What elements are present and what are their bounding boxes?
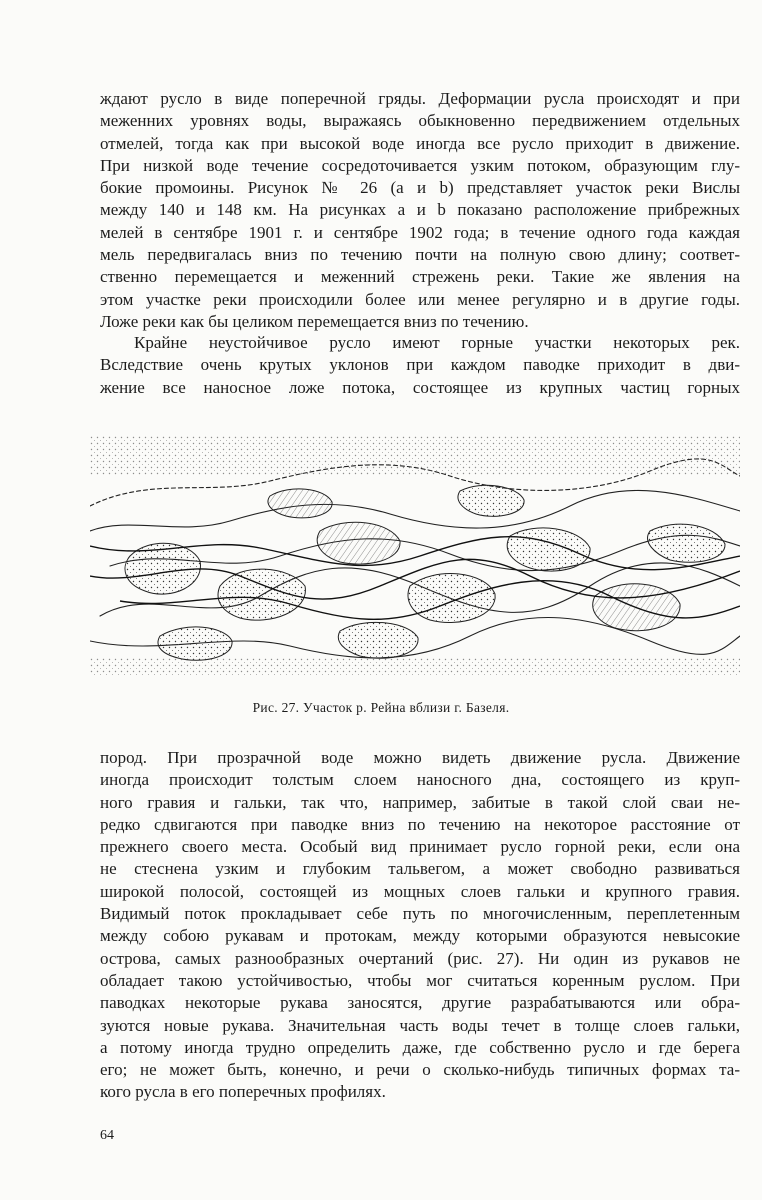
- text-line: ственно перемещается и меженний стрежень реки. Такие же явления на: [100, 267, 740, 287]
- paragraph-2: [100, 332, 740, 399]
- text-line: этом участке реки происходили более или менее регулярно и в другие годы.: [100, 289, 740, 309]
- text-line: редко сдвигаются при паводке вниз по течению на некоторое расстояние от: [100, 814, 740, 834]
- text-line: жение все наносное ложе потока, состоящее из крупных частиц горных: [100, 377, 740, 397]
- text-line: острова, самых разнообразных очертаний (рис. 27). Ни один из рукавов не: [100, 948, 740, 968]
- text-line: Видимый поток прокладывает себе путь по многочисленным, переплетенным: [100, 904, 740, 924]
- text-line: мель передвигалась вниз по течению почти на полную свою длину; соответ-: [100, 245, 740, 265]
- paragraph-3: [100, 747, 740, 1104]
- text-line: пород. При прозрачной воде можно видеть движение русла. Движение: [100, 748, 740, 767]
- text-line: прежнего своего места. Особый вид принимает русло горной реки, если она: [100, 837, 740, 857]
- text-line: а потому иногда трудно определить даже, где собственно русло и где берега: [100, 1037, 740, 1057]
- text-line: не стеснена узким и глубоким тальвегом, а может свободно развиваться: [100, 859, 740, 879]
- text-line: паводках некоторые рукава заносятся, другие разрабатываются или обра-: [100, 993, 740, 1013]
- text-line: ного гравия и гальки, так что, например, забитые в такой слой сваи не-: [100, 792, 740, 812]
- text-line: между 140 и 148 км. На рисунках a и b показано расположение прибрежных: [100, 200, 740, 220]
- text-line: кого русла в его поперечных профилях.: [100, 1082, 386, 1102]
- text-line: При низкой воде течение сосредоточивается узким потоком, образующим глу-: [100, 155, 740, 175]
- text-line: меженних уровнях воды, выражаясь обыкновенно передвижением отдельных: [100, 111, 740, 131]
- paragraph-1: [100, 88, 740, 333]
- page-number: 64: [100, 1128, 114, 1143]
- text-line: мелей в сентябре 1901 г. и сентябре 1902 года; в течение одного года каждая: [100, 222, 740, 242]
- text-line: обладает такою устойчивостью, чтобы мог считаться коренным руслом. При: [100, 970, 740, 990]
- text-line: Крайне неустойчивое русло имеют горные участки некоторых рек.: [134, 333, 740, 352]
- text-line: отмелей, тогда как при высокой воде иногда все русло приходит в движение.: [100, 133, 740, 153]
- text-line: Вследствие очень крутых уклонов при каждом паводке приходит в дви-: [100, 355, 740, 375]
- text-line: между собою рукавам и протокам, между которыми образуются невысокие: [100, 926, 740, 946]
- text-line: широкой полосой, состоящей из мощных слоев гальки и крупного гравия.: [100, 881, 740, 901]
- text-line: зуются новые рукава. Значительная часть воды течет в толще слоев гальки,: [100, 1015, 740, 1035]
- figure-rhine-map: [90, 436, 740, 676]
- braided-river-map-illustration: [90, 436, 740, 676]
- text-line: бокие промоины. Рисунок № 26 (a и b) представляет участок реки Вислы: [100, 178, 740, 198]
- text-line: иногда происходит толстым слоем наносного дна, состоящего из круп-: [100, 770, 740, 790]
- figure-caption: Рис. 27. Участок р. Рейна вблизи г. Базеля.: [252, 700, 510, 715]
- text-line: его; не может быть, конечно, и речи о сколько-нибудь типичных формах та-: [100, 1060, 740, 1080]
- text-line: ждают русло в виде поперечной гряды. Деформации русла происходят и при: [100, 89, 740, 108]
- text-line: Ложе реки как бы целиком перемещается вниз по течению.: [100, 311, 529, 331]
